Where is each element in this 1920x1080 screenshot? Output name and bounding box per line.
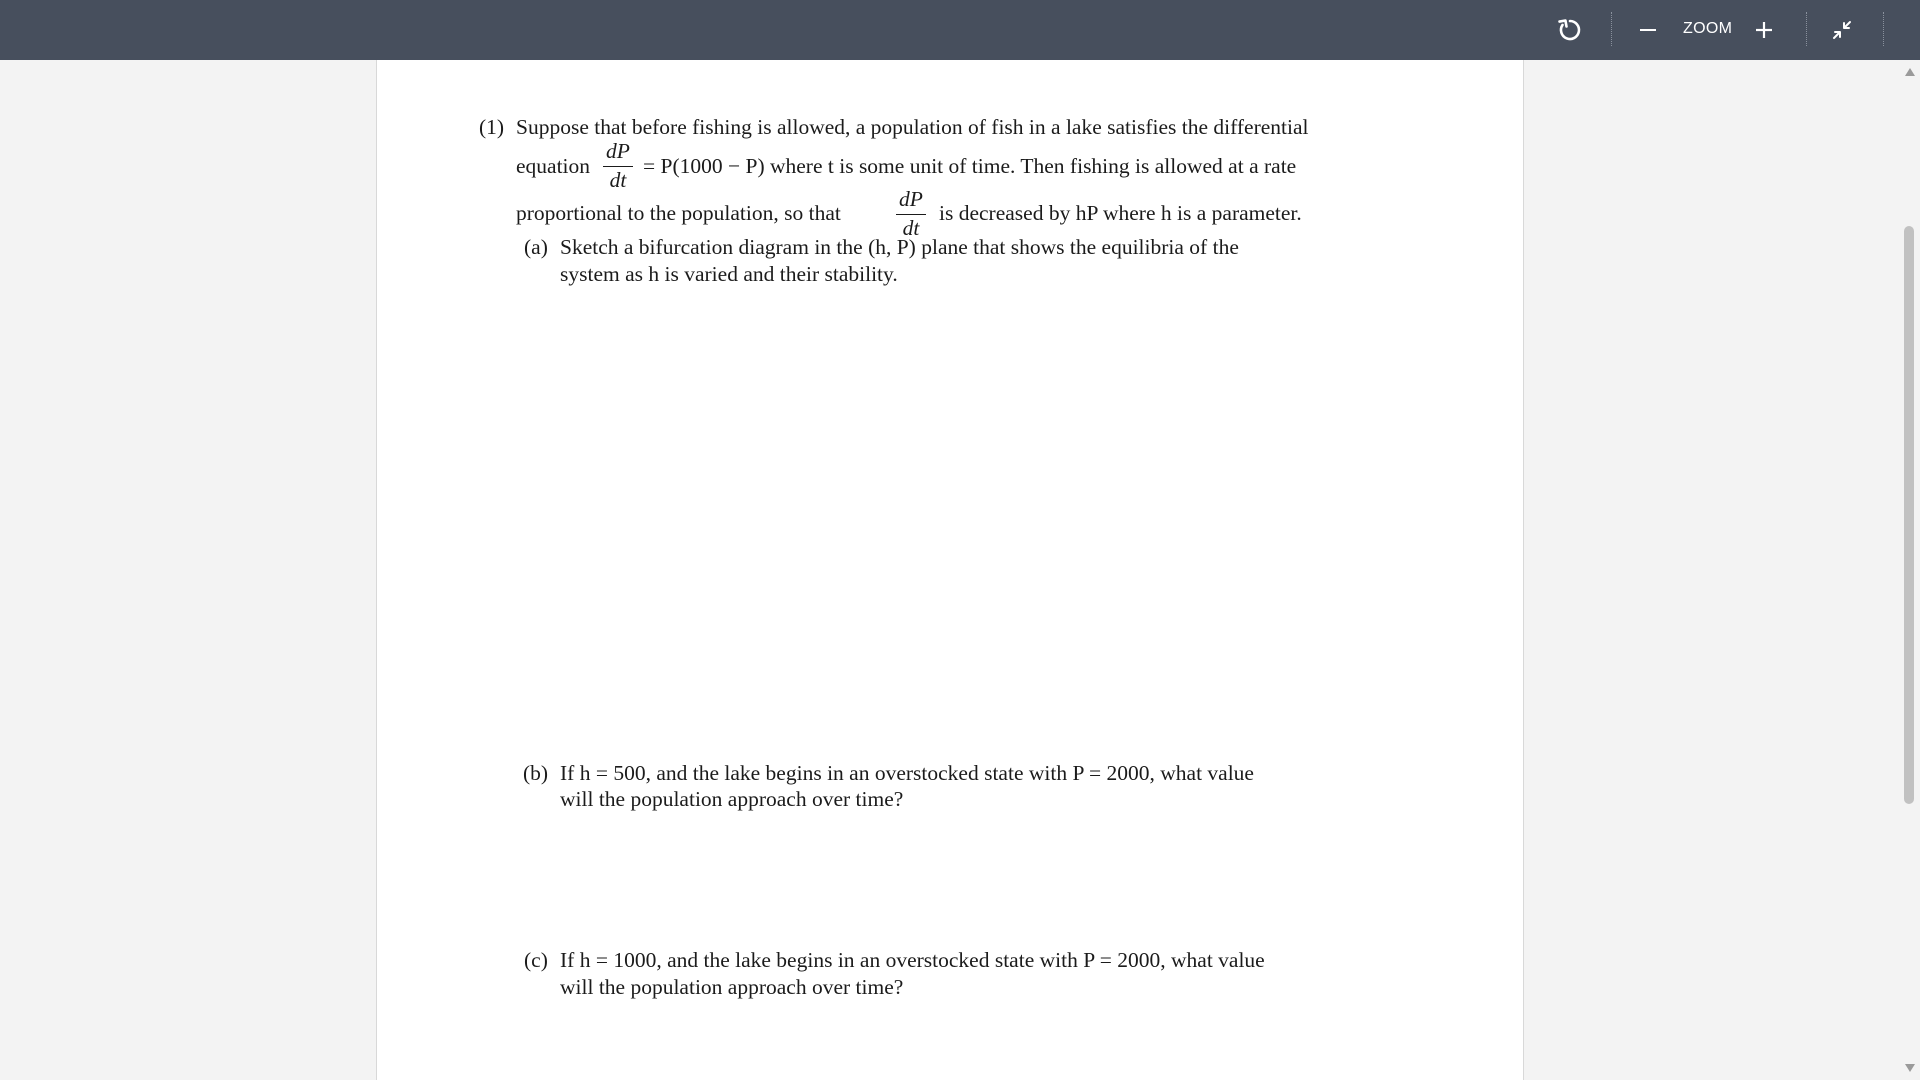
toolbar-separator: [1611, 12, 1612, 46]
part-a-label: (a): [524, 235, 548, 259]
toolbar-separator: [1883, 12, 1884, 46]
fraction-dp-dt: [896, 189, 926, 239]
zoom-label: ZOOM: [1683, 20, 1733, 37]
part-b-text-line: If h = 500, and the lake begins in an overstocked state with P = 2000, what value: [560, 761, 1254, 785]
fraction-denominator: dt: [902, 215, 920, 240]
part-c-text-line: If h = 1000, and the lake begins in an overstocked state with P = 2000, what value: [560, 948, 1265, 972]
scroll-up-arrow-icon[interactable]: [1905, 68, 1915, 76]
vertical-scrollbar[interactable]: [1900, 60, 1920, 1080]
scroll-thumb[interactable]: [1904, 226, 1914, 804]
plus-icon[interactable]: [1746, 12, 1782, 48]
document-viewer[interactable]: [0, 60, 1920, 1080]
toolbar-separator: [1806, 12, 1807, 46]
fraction-numerator: dP: [899, 187, 923, 211]
question-number: (1): [479, 115, 505, 139]
viewer-toolbar: [0, 0, 1920, 60]
part-c-label: (c): [524, 948, 548, 972]
part-a-text-line: system as h is varied and their stability.: [560, 262, 898, 286]
part-a-text-line: Sketch a bifurcation diagram in the (h, P) plane that shows the equilibria of the: [560, 235, 1239, 259]
part-b-label: (b): [523, 761, 549, 785]
part-b-text-line: will the population approach over time?: [560, 787, 904, 811]
question-text-line: equation: [516, 154, 591, 178]
question-text-line: is decreased by hP where h is a parameter.: [939, 201, 1302, 225]
minus-icon[interactable]: [1630, 12, 1666, 48]
fraction-numerator: dP: [606, 139, 630, 163]
scroll-down-arrow-icon[interactable]: [1905, 1064, 1915, 1072]
fraction-dp-dt: [603, 141, 633, 191]
question-text-line: = P(1000 − P) where t is some unit of time. Then fishing is allowed at a rate: [643, 154, 1297, 178]
document-page: [376, 60, 1524, 1080]
rotate-icon[interactable]: [1552, 12, 1588, 48]
collapse-icon[interactable]: [1824, 12, 1860, 48]
fraction-denominator: dt: [609, 167, 627, 192]
question-text-line: proportional to the population, so that: [516, 201, 841, 225]
part-c-text-line: will the population approach over time?: [560, 975, 904, 999]
question-text-line: Suppose that before fishing is allowed, a population of fish in a lake satisfies the differential: [516, 115, 1309, 139]
